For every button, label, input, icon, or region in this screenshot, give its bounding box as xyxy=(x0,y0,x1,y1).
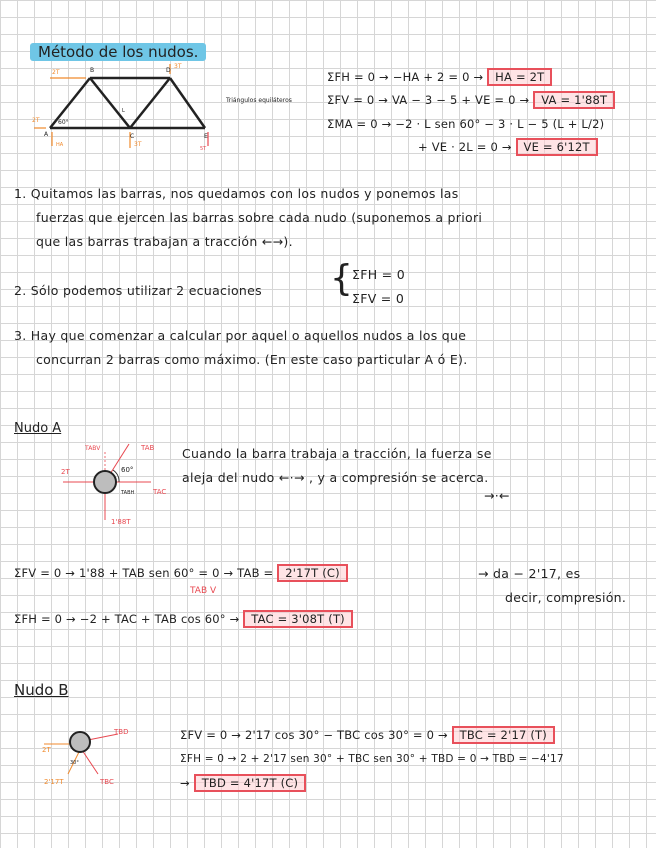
page-title xyxy=(30,42,206,61)
nudo-a-eq-fh-result: TAC = 3'08T (T) xyxy=(243,610,353,628)
node-a-circle xyxy=(94,471,116,493)
nudo-a-diagram xyxy=(55,438,180,530)
load-d-label: 3T xyxy=(174,63,182,70)
eq-fv xyxy=(327,93,615,107)
node-e-label: E xyxy=(204,133,208,140)
tac-label: TAC xyxy=(153,488,167,496)
eq-fh-text: ΣFH = 0 → −HA + 2 = 0 → xyxy=(327,70,484,84)
nudo-a-note-1: → da − 2'17, es xyxy=(478,566,581,581)
load-c-label: 3T xyxy=(134,141,142,148)
truss-bars xyxy=(50,78,205,128)
nudo-b-eq-fh: ΣFH = 0 → 2 + 2'17 sen 30° + TBC sen 30° + TBD = 0 → TBD = −4'17 xyxy=(180,753,564,765)
load-a-label: 2T xyxy=(32,117,40,124)
tab-h-label: TABH xyxy=(121,490,135,496)
nudo-a-note-2: decir, compresión. xyxy=(505,590,627,605)
eq-fh xyxy=(327,70,552,84)
reaction-ha-label: HA xyxy=(56,142,64,148)
force-217-label: 2'17T xyxy=(44,778,64,786)
eq-ma-2-text: + VE · 2L = 0 → xyxy=(418,140,512,154)
step-3-line-1: 3. Hay que comenzar a calcular por aquel o aquellos nudos a los que xyxy=(14,328,467,343)
nudo-a-arrow-note: →·← xyxy=(484,488,510,503)
angle-label: 60° xyxy=(121,466,134,474)
step-1-line-1: 1. Quitamos las barras, nos quedamos con los nudos y ponemos las xyxy=(14,186,459,201)
nudo-a-eq-fh-text: ΣFH = 0 → −2 + TAC + TAB cos 60° → xyxy=(14,612,240,626)
bar-ab xyxy=(50,78,90,128)
nudo-a-fv-sub: TAB V xyxy=(190,586,217,596)
tbc-arrow xyxy=(82,750,98,774)
node-a-label: A xyxy=(44,131,49,138)
nudo-a-explain-1: Cuando la barra trabaja a tracción, la fuerza se xyxy=(182,446,492,461)
step-2-eq-1: ΣFH = 0 xyxy=(352,267,405,282)
node-d-label: D xyxy=(166,67,171,74)
eq-fv-text: ΣFV = 0 → VA − 3 − 5 + VE = 0 → xyxy=(327,93,530,107)
eq-ma-result: VE = 6'12T xyxy=(516,138,598,156)
eq-ma: ΣMA = 0 → −2 · L sen 60° − 3 · L − 5 (L + L/2) xyxy=(327,117,605,131)
bar-cd xyxy=(130,78,170,128)
step-1-line-2: fuerzas que ejercen las barras sobre cada nudo (suponemos a priori xyxy=(36,210,483,225)
bar-de xyxy=(170,78,205,128)
tab-label: TAB xyxy=(141,444,155,452)
nudo-b-eq-fh-res xyxy=(180,776,306,790)
step-2: 2. Sólo podemos utilizar 2 ecuaciones xyxy=(14,283,262,298)
length-label: L xyxy=(122,108,125,114)
nudo-b-eq-fv-text: ΣFV = 0 → 2'17 cos 30° − TBC cos 30° = 0 → xyxy=(180,728,448,742)
nudo-b-eq-fv-result: TBC = 2'17 (T) xyxy=(452,726,555,744)
angle-label: 60° xyxy=(58,119,69,126)
eq-fh-result: HA = 2T xyxy=(487,68,552,86)
step-2-brace: { xyxy=(330,258,353,299)
angle-label: 30° xyxy=(70,760,79,766)
nudo-a-explain-2: aleja del nudo ←·→ , y a compresión se acerca. xyxy=(182,470,489,485)
nudo-b-eq-fv xyxy=(180,728,555,742)
triangle-note: Triángulos equiláteros xyxy=(226,97,292,104)
node-b-label: B xyxy=(90,67,95,74)
nudo-b-eq-fh-result: TBD = 4'17T (C) xyxy=(194,774,307,792)
nudo-a-eq-fv-result: 2'17T (C) xyxy=(277,564,348,582)
tbc-label: TBC xyxy=(100,778,114,786)
truss-diagram xyxy=(30,60,230,155)
step-2-eq-2: ΣFV = 0 xyxy=(352,291,405,306)
nudo-b-arrow: → xyxy=(180,776,190,790)
reaction-ve-label: 5T xyxy=(200,146,207,152)
section-nudo-b: Nudo B xyxy=(14,681,69,699)
truss-loads xyxy=(34,64,170,148)
step-3-line-2: concurran 2 barras como máximo. (En este caso particular A ó E). xyxy=(36,352,468,367)
load-b-label: 2T xyxy=(52,69,60,76)
eq-ma-2 xyxy=(418,140,598,154)
force-2t-label: 2T xyxy=(61,468,70,476)
nudo-b-diagram xyxy=(40,722,140,787)
eq-fv-result: VA = 1'88T xyxy=(533,91,615,109)
node-c-label: C xyxy=(130,133,135,140)
node-b-circle xyxy=(70,732,90,752)
section-nudo-a: Nudo A xyxy=(14,421,62,436)
nudo-a-eq-fh xyxy=(14,612,353,626)
force-188-label: 1'88T xyxy=(111,518,131,526)
step-1-line-3: que las barras trabajan a tracción ←→). xyxy=(36,234,293,249)
nudo-a-eq-fv-text: ΣFV = 0 → 1'88 + TAB sen 60° = 0 → TAB = xyxy=(14,566,274,580)
bar-bc xyxy=(90,78,130,128)
tbd-label: TBD xyxy=(114,728,129,736)
title-highlight: Método de los nudos. xyxy=(30,43,206,61)
force-2t-label: 2T xyxy=(42,746,51,754)
nudo-a-eq-fv xyxy=(14,566,348,580)
tab-v-label: TABV xyxy=(85,445,101,452)
